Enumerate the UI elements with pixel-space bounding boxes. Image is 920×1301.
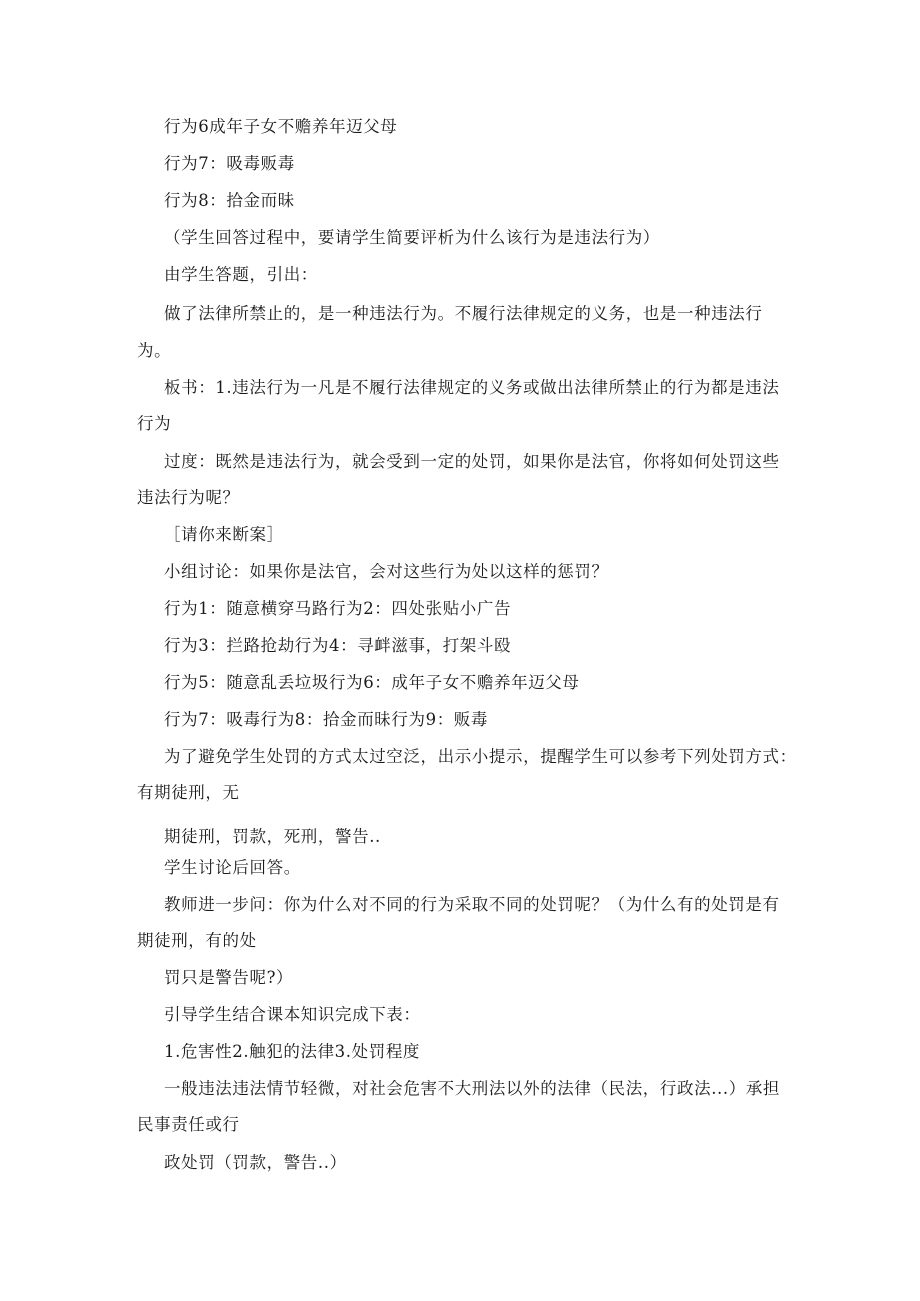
text-line: 由学生答题，引出：	[164, 265, 318, 284]
text-line: 学生讨论后回答。	[164, 858, 301, 877]
text-line: 为了避免学生处罚的方式太过空泛，出示小提示，提醒学生可以参考下列处罚方式：	[164, 747, 797, 766]
text-line: 一般违法违法情节轻微，对社会危害不大刑法以外的法律（民法，行政法...）承担	[164, 1079, 781, 1098]
text-line: 1.危害性2.触犯的法律3.处罚程度	[164, 1042, 421, 1061]
text-line: 行为5：随意乱丢垃圾行为6：成年子女不赡养年迈父母	[164, 673, 580, 692]
text-line: 行为	[137, 414, 172, 433]
text-line: （学生回答过程中，要请学生简要评析为什么该行为是违法行为）	[164, 228, 660, 247]
text-line: 做了法律所禁止的，是一种违法行为。不履行法律规定的义务，也是一种违法行	[164, 304, 763, 323]
text-line: 行为1：随意横穿马路行为2：四处张贴小广告	[164, 599, 512, 618]
text-line: 政处罚（罚款，警告..）	[164, 1153, 347, 1172]
text-line: ［请你来断案］	[164, 525, 284, 544]
text-line: 行为3：拦路抢劫行为4：寻衅滋事，打架斗殴	[164, 636, 512, 655]
text-line: 过度：既然是违法行为，就会受到一定的处罚，如果你是法官，你将如何处罚这些	[164, 452, 780, 471]
text-line: 小组讨论：如果你是法官，会对这些行为处以这样的惩罚？	[164, 562, 609, 581]
text-line: 期徒刑，罚款，死刑，警告..	[164, 827, 381, 846]
text-line: 教师进一步问：你为什么对不同的行为采取不同的处罚呢？（为什么有的处罚是有	[164, 895, 780, 914]
text-line: 民事责任或行	[137, 1115, 240, 1134]
text-line: 行为7：吸毒贩毒	[164, 154, 295, 173]
text-line: 板书：1.违法行为一凡是不履行法律规定的义务或做出法律所禁止的行为都是违法	[164, 378, 780, 397]
text-line: 引导学生结合课本知识完成下表：	[164, 1005, 421, 1024]
text-line: 期徒刑，有的处	[137, 931, 257, 950]
text-line: 违法行为呢？	[137, 488, 240, 507]
text-line: 为。	[137, 341, 172, 360]
text-line: 罚只是警告呢?）	[164, 968, 294, 987]
text-line: 行为8：拾金而昧	[164, 191, 295, 210]
text-line: 有期徒刑，无	[137, 783, 240, 802]
text-line: 行为6成年子女不赡养年迈父母	[164, 117, 398, 136]
text-line: 行为7：吸毒行为8：拾金而昧行为9：贩毒	[164, 710, 488, 729]
